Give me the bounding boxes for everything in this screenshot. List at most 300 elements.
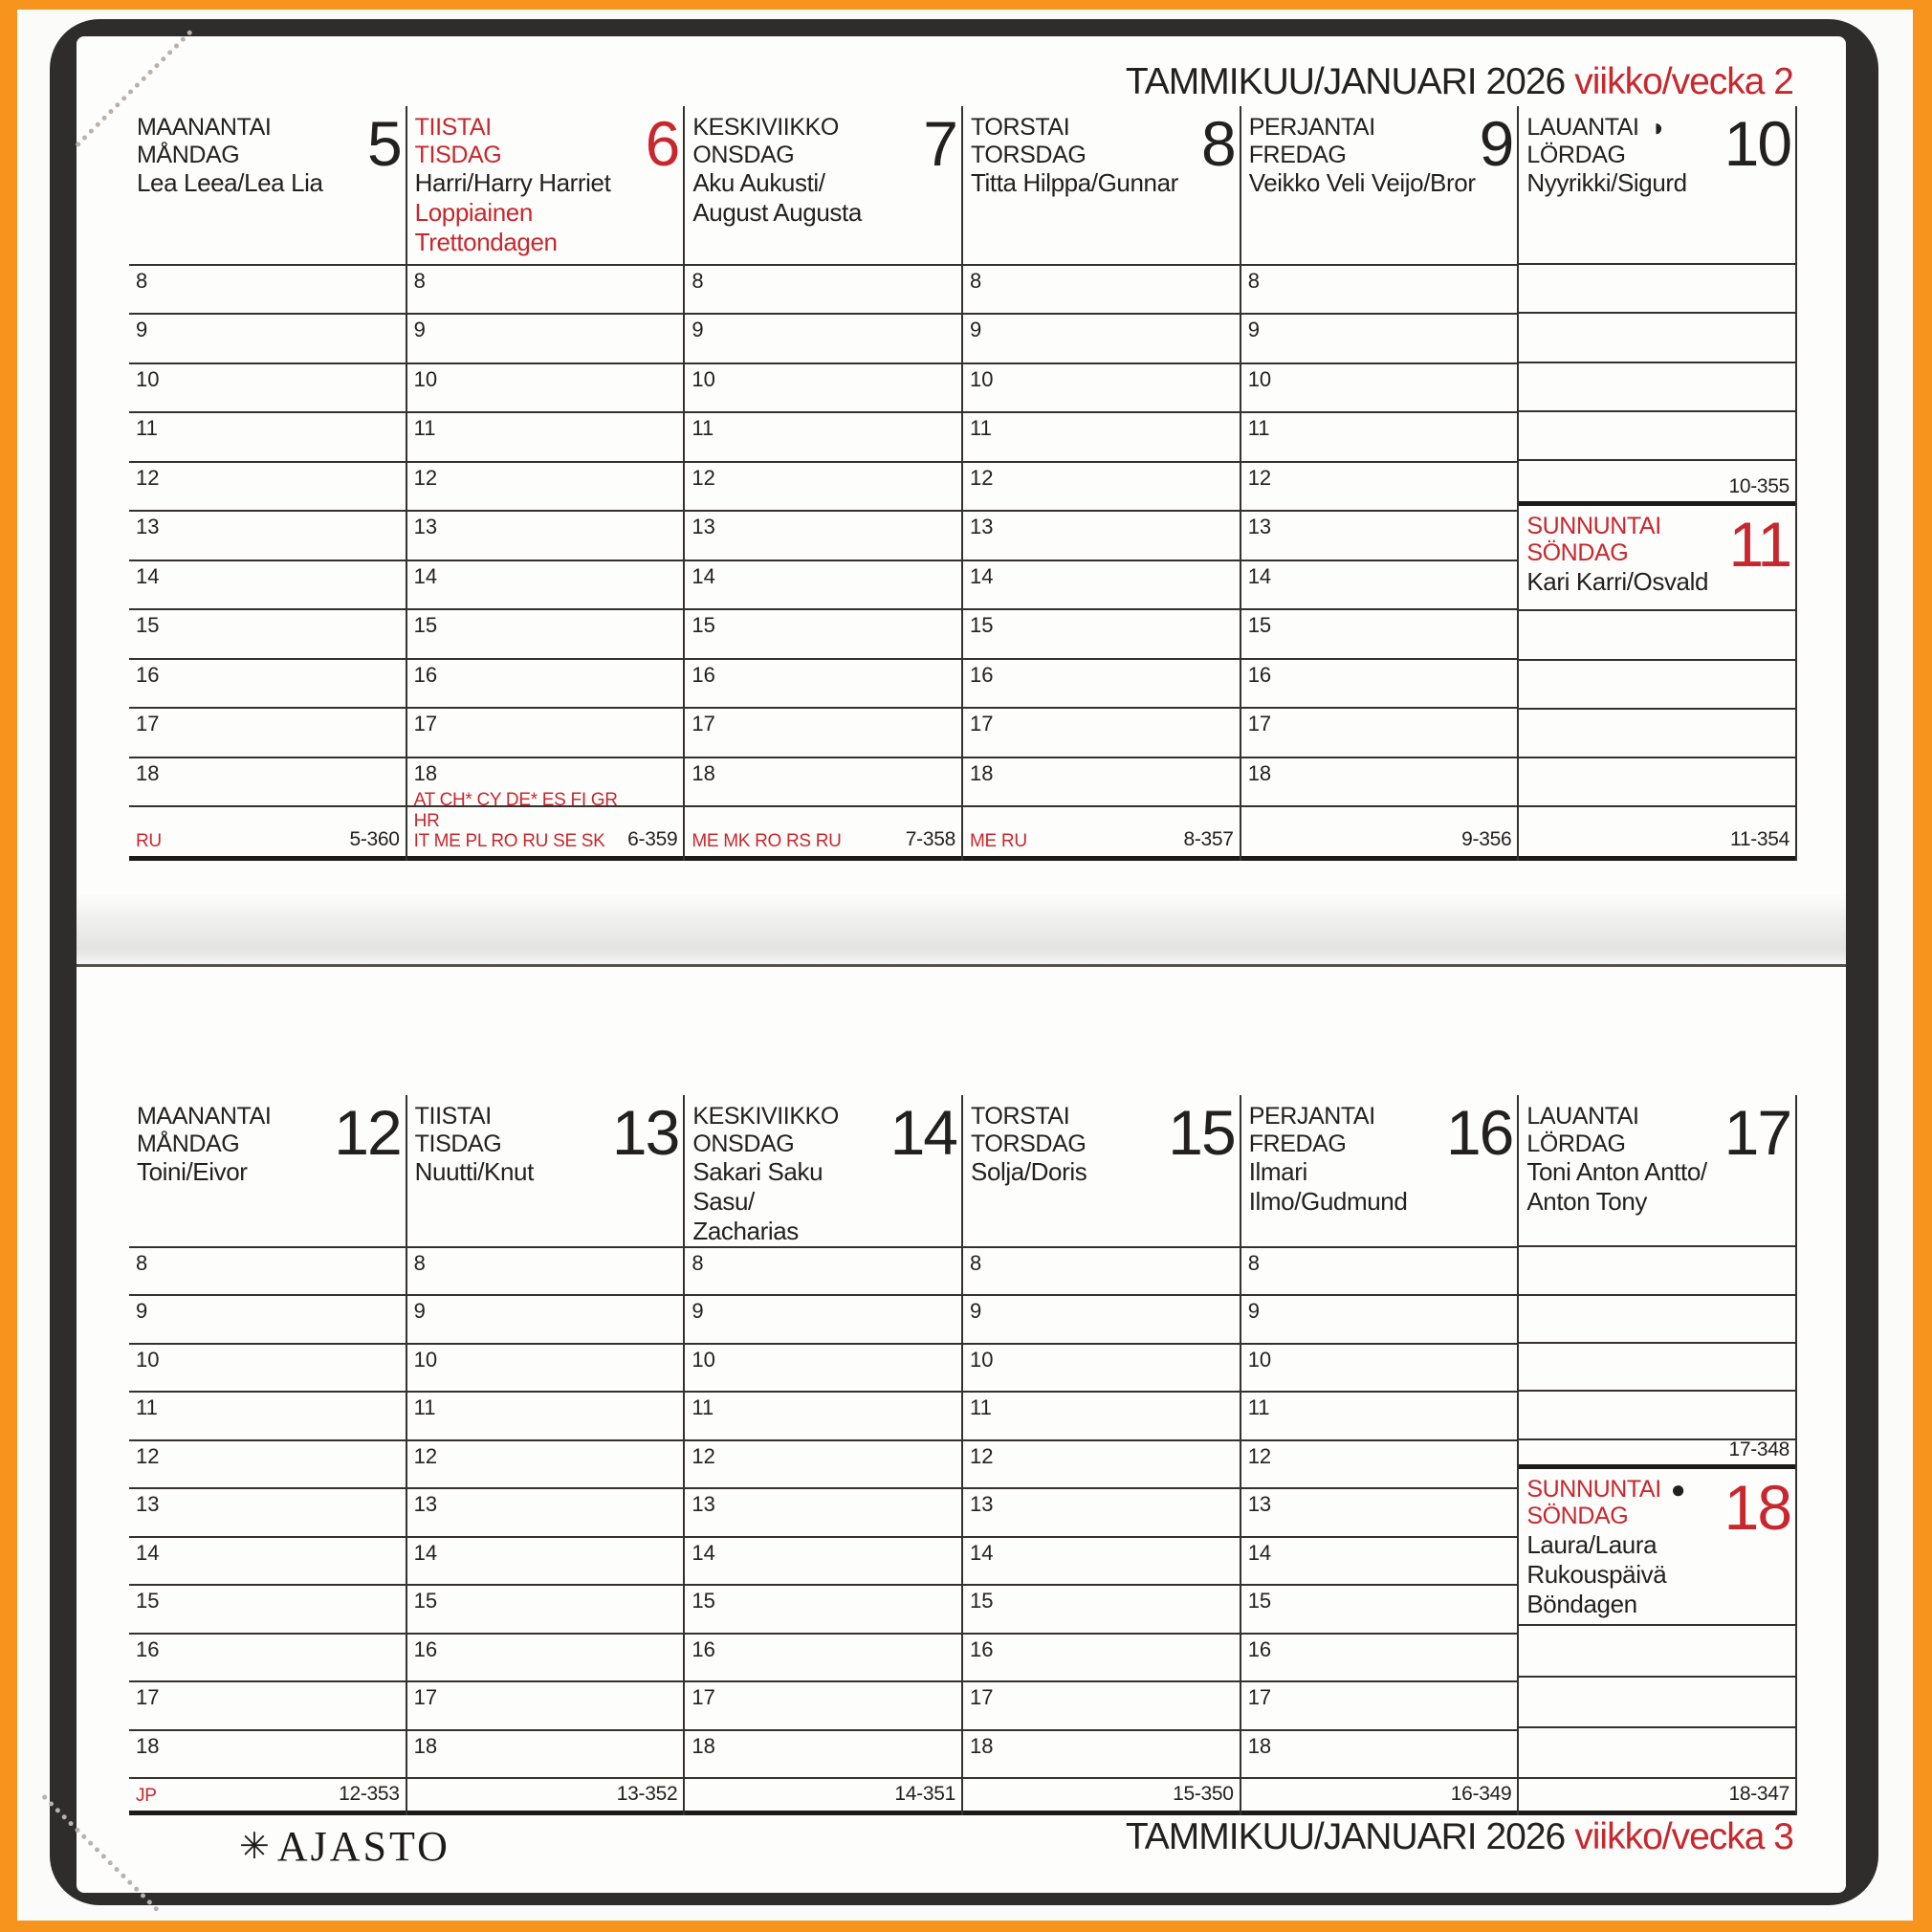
day-name-line xyxy=(1526,114,1723,142)
hour-row xyxy=(685,1489,961,1537)
hour-label: 10 xyxy=(413,1347,438,1372)
hour-label: 9 xyxy=(970,1299,982,1324)
hour-label: 11 xyxy=(1247,1395,1270,1420)
hour-label: 17 xyxy=(970,1685,994,1710)
hour-label: 12 xyxy=(970,465,994,490)
hour-row xyxy=(685,1393,961,1440)
hour-label: 10 xyxy=(413,366,438,391)
day-column-saturday xyxy=(1519,106,1797,861)
day-header-text xyxy=(415,114,646,264)
day-name-fi: TORSTAI xyxy=(971,1103,1070,1130)
hour-row xyxy=(963,1345,1240,1393)
hour-label: 17 xyxy=(413,1685,438,1710)
nameday-text: Böndagen xyxy=(1526,1590,1637,1619)
hour-label: 13 xyxy=(1247,1492,1272,1517)
hour-label: 14 xyxy=(413,563,438,588)
hour-label: 14 xyxy=(692,563,715,588)
hour-label: 17 xyxy=(1247,712,1272,736)
hour-label: 9 xyxy=(136,318,148,342)
hour-row xyxy=(963,266,1240,315)
hour-row xyxy=(129,1489,406,1537)
hour-label: 14 xyxy=(970,563,994,588)
day-header-text xyxy=(1249,114,1480,264)
hour-row xyxy=(129,610,406,659)
hour-row xyxy=(1241,364,1518,413)
hour-row xyxy=(963,660,1240,709)
hour-label: 11 xyxy=(970,1395,992,1420)
hour-row xyxy=(685,463,961,512)
day-of-year-code: 15-350 xyxy=(1173,1783,1234,1806)
day-column-monday xyxy=(129,106,407,861)
hour-row xyxy=(685,1296,961,1344)
day-name-line xyxy=(137,1103,334,1131)
hour-label: 10 xyxy=(970,1347,994,1372)
day-header xyxy=(963,106,1240,266)
new-moon-icon: ● xyxy=(1670,1475,1686,1504)
hour-label: 15 xyxy=(970,613,994,638)
hour-row xyxy=(1241,413,1518,462)
hour-row xyxy=(963,1441,1240,1489)
day-header xyxy=(1241,106,1518,266)
day-of-year-code: 6-359 xyxy=(627,828,678,851)
day-name-fi: SUNNUNTAI xyxy=(1526,512,1661,539)
hour-label: 17 xyxy=(136,712,160,736)
day-footer xyxy=(407,790,684,861)
day-name-sv: ONSDAG xyxy=(692,141,795,168)
day-header xyxy=(963,1095,1240,1248)
hour-label: 11 xyxy=(136,1395,158,1420)
hour-row xyxy=(685,1441,961,1489)
hour-label: 8 xyxy=(1247,268,1260,293)
hour-row xyxy=(963,1586,1240,1634)
hour-row xyxy=(129,1441,406,1489)
day-header xyxy=(129,1095,406,1248)
hour-label: 13 xyxy=(413,1492,438,1517)
day-footer xyxy=(685,807,961,861)
hour-row xyxy=(129,1731,406,1779)
nameday-text: Rukouspäivä xyxy=(1526,1559,1667,1589)
hour-row xyxy=(129,709,406,757)
day-name-sv: TISDAG xyxy=(414,1130,502,1157)
hour-label: 10 xyxy=(1247,366,1272,391)
hour-label: 18 xyxy=(413,1733,438,1758)
hour-label: 11 xyxy=(136,416,158,441)
hour-label: 15 xyxy=(1247,1589,1272,1614)
hour-label: 8 xyxy=(136,268,148,293)
day-number: 17 xyxy=(1723,1097,1791,1168)
day-number: 8 xyxy=(1200,108,1235,179)
hour-row xyxy=(129,1538,406,1586)
hour-row xyxy=(407,413,684,462)
hour-label: 15 xyxy=(1247,613,1272,638)
day-header-text xyxy=(692,1103,889,1246)
day-name-fi: TIISTAI xyxy=(414,114,492,141)
sunday-block xyxy=(1519,1469,1795,1626)
nameday-text: Toni Anton Antto/ xyxy=(1526,1157,1707,1186)
hour-row xyxy=(129,1345,406,1393)
hour-label: 8 xyxy=(413,1250,426,1275)
hour-row xyxy=(129,266,406,315)
nameday-text: Lea Leea/Lea Lia xyxy=(137,168,323,197)
hour-label: 13 xyxy=(136,1492,160,1517)
holiday-country-codes xyxy=(970,831,1027,851)
hour-row xyxy=(407,463,684,512)
hour-row xyxy=(685,512,961,560)
day-column-thursday xyxy=(963,106,1241,861)
day-header-text xyxy=(137,114,367,264)
day-column-tuesday xyxy=(407,1095,686,1815)
hour-label: 17 xyxy=(970,712,994,736)
blank-row xyxy=(1519,1728,1795,1779)
hour-label: 11 xyxy=(970,416,992,441)
hour-label: 14 xyxy=(413,1540,438,1565)
hour-label: 9 xyxy=(970,318,982,342)
hour-row xyxy=(129,1393,406,1440)
hour-label: 13 xyxy=(1247,515,1272,539)
nameday-text: Nyyrikki/Sigurd xyxy=(1526,168,1687,197)
day-name-line xyxy=(1249,1103,1446,1131)
hour-label: 11 xyxy=(692,416,714,441)
day-name-sv: FREDAG xyxy=(1248,141,1347,168)
saturday-label-row xyxy=(1519,1440,1795,1469)
hour-row xyxy=(685,1682,961,1730)
hour-label: 10 xyxy=(970,366,994,391)
hour-row xyxy=(963,610,1240,659)
hour-label: 8 xyxy=(692,1251,704,1275)
hour-row xyxy=(1241,1586,1518,1634)
day-of-year-code: 8-357 xyxy=(1183,828,1234,851)
hour-label: 14 xyxy=(692,1540,715,1565)
nameday-text: Ilmari Ilmo/Gudmund xyxy=(1248,1157,1408,1217)
hour-label: 12 xyxy=(136,1443,160,1468)
day-name-line xyxy=(971,114,1201,142)
hour-label: 16 xyxy=(1247,662,1272,687)
day-name-line xyxy=(137,114,367,142)
last-quarter-moon-icon: ◑ xyxy=(1648,113,1664,143)
holiday-code-line: ME MK RO RS RU xyxy=(692,830,842,851)
hour-label: 17 xyxy=(692,712,715,736)
day-name-sv: LÖRDAG xyxy=(1526,1130,1626,1157)
day-of-year-code: 13-352 xyxy=(616,1783,678,1806)
hour-row xyxy=(407,1586,684,1634)
hour-label: 16 xyxy=(692,662,715,687)
hour-row xyxy=(129,463,406,512)
day-number: 10 xyxy=(1723,108,1791,179)
nameday-text: August Augusta xyxy=(692,198,862,228)
hour-row xyxy=(685,1538,961,1586)
hour-row xyxy=(685,660,961,709)
hour-row xyxy=(685,709,961,757)
hour-row xyxy=(129,1682,406,1730)
day-header xyxy=(129,106,406,266)
holiday-code-line: AT CH* CY DE* ES FI GR HR xyxy=(413,790,618,831)
day-header-text xyxy=(137,1103,334,1246)
hour-row xyxy=(407,610,684,659)
day-header xyxy=(1519,1095,1795,1247)
day-name-sv: FREDAG xyxy=(1248,1130,1347,1157)
sunday-block xyxy=(1519,506,1795,611)
hour-label: 16 xyxy=(692,1636,715,1661)
holiday-text: Trettondagen xyxy=(414,228,558,257)
holiday-code-line: IT ME PL RO RU SE SK xyxy=(413,830,605,851)
hour-row xyxy=(685,561,961,610)
hour-row xyxy=(685,1635,961,1682)
hour-label: 16 xyxy=(970,662,994,687)
hour-row xyxy=(1241,266,1518,315)
nameday-text: Kari Karri/Osvald xyxy=(1526,566,1709,596)
day-footer xyxy=(1519,1779,1795,1815)
week2-grid xyxy=(129,106,1797,861)
blank-row xyxy=(1519,611,1795,660)
hour-row xyxy=(963,1682,1240,1730)
day-name-sv: TISDAG xyxy=(414,141,502,168)
hour-row xyxy=(963,315,1240,363)
hour-row xyxy=(685,364,961,413)
blank-row xyxy=(1519,1247,1795,1295)
hour-row xyxy=(407,1489,684,1537)
hour-label: 9 xyxy=(413,1299,426,1324)
day-name-fi: MAANANTAI xyxy=(137,1103,272,1130)
hour-row xyxy=(407,1635,684,1682)
hour-row xyxy=(129,1296,406,1344)
hour-row xyxy=(963,413,1240,462)
day-number: 6 xyxy=(645,108,679,179)
day-header-text xyxy=(971,114,1201,264)
nameday-text: Zacharias xyxy=(692,1217,799,1246)
hour-row xyxy=(1241,1682,1518,1730)
day-number: 12 xyxy=(334,1097,401,1168)
hour-row xyxy=(963,1393,1240,1440)
hour-row xyxy=(1241,1345,1518,1393)
day-column-tuesday xyxy=(407,106,686,861)
hour-label: 15 xyxy=(413,613,438,638)
hour-label: 18 xyxy=(1247,760,1272,785)
day-name-line xyxy=(1526,1103,1723,1131)
day-column-wednesday xyxy=(685,106,963,861)
hour-row xyxy=(407,709,684,757)
hour-row xyxy=(407,660,684,709)
hour-row xyxy=(1241,512,1518,560)
hour-label: 16 xyxy=(136,662,160,687)
blank-row xyxy=(1519,412,1795,461)
day-header-text xyxy=(971,1103,1168,1246)
hour-row xyxy=(129,1586,406,1634)
hour-row xyxy=(407,1393,684,1440)
hour-label: 16 xyxy=(413,1636,438,1661)
hour-row xyxy=(407,561,684,610)
day-footer xyxy=(129,1779,406,1815)
day-footer xyxy=(1241,807,1518,861)
nameday-text: Sakari Saku Sasu/ xyxy=(692,1157,823,1217)
day-footer xyxy=(963,807,1240,861)
hour-row xyxy=(1241,1393,1518,1440)
nameday-text: Solja/Doris xyxy=(971,1157,1087,1186)
hour-label: 17 xyxy=(1247,1685,1272,1710)
day-of-year-code: 14-351 xyxy=(894,1783,956,1805)
day-number: 7 xyxy=(923,108,957,179)
hour-label: 9 xyxy=(1247,1299,1260,1324)
hour-row xyxy=(129,1635,406,1682)
hour-label: 16 xyxy=(413,662,438,687)
day-of-year-code: 10-355 xyxy=(1728,474,1790,497)
hour-row xyxy=(407,266,684,315)
day-number: 5 xyxy=(366,108,401,179)
day-footer xyxy=(1519,807,1795,861)
hour-row xyxy=(1241,1538,1518,1586)
day-number: 13 xyxy=(611,1097,679,1168)
hour-row xyxy=(407,364,684,413)
day-name-sv: ONSDAG xyxy=(692,1130,795,1157)
day-header xyxy=(1519,106,1795,265)
hour-label: 9 xyxy=(136,1299,148,1324)
page2-week-number: viikko/vecka 3 xyxy=(1574,1816,1793,1857)
sunday-header-text xyxy=(1526,513,1728,609)
hour-label: 14 xyxy=(970,1540,994,1565)
hour-label: 12 xyxy=(413,465,438,490)
hour-row xyxy=(1241,1441,1518,1489)
hour-label: 12 xyxy=(413,1443,438,1468)
hour-label: 13 xyxy=(413,515,438,539)
hour-row xyxy=(685,266,961,315)
day-footer xyxy=(963,1779,1240,1815)
day-name-sv: TORSDAG xyxy=(971,141,1087,168)
holiday-code-line: ME RU xyxy=(970,830,1027,851)
saturday-label-row xyxy=(1519,461,1795,506)
blank-row xyxy=(1519,661,1795,710)
hour-label: 12 xyxy=(1247,1443,1272,1468)
day-of-year-code: 11-354 xyxy=(1730,828,1790,851)
hour-row xyxy=(685,1731,961,1779)
holiday-code-line: JP xyxy=(136,1785,157,1806)
hour-row xyxy=(407,1441,684,1489)
hour-label: 12 xyxy=(970,1443,994,1468)
nameday-text: Laura/Laura xyxy=(1526,1529,1658,1559)
hour-row xyxy=(963,709,1240,757)
hour-row xyxy=(407,1296,684,1344)
hour-row xyxy=(1241,610,1518,659)
nameday-text: Toini/Eivor xyxy=(137,1157,248,1186)
hour-row xyxy=(129,561,406,610)
hour-label: 16 xyxy=(136,1636,160,1661)
day-of-year-code: 7-358 xyxy=(905,828,956,851)
hour-row xyxy=(1241,1489,1518,1537)
nameday-text: Harri/Harry Harriet xyxy=(414,168,611,197)
day-header-text xyxy=(415,1103,612,1246)
hour-row xyxy=(963,512,1240,560)
hour-label: 13 xyxy=(136,515,160,539)
blank-row xyxy=(1519,265,1795,314)
day-name-line xyxy=(415,1103,612,1131)
day-header xyxy=(685,106,961,266)
hour-label: 12 xyxy=(136,465,160,490)
ajasto-sunburst-icon: ✳ xyxy=(239,1826,270,1867)
hour-label: 11 xyxy=(692,1395,714,1420)
hour-row xyxy=(129,512,406,560)
hour-label: 15 xyxy=(970,1589,994,1614)
day-column-thursday xyxy=(963,1095,1241,1815)
day-header-text xyxy=(1526,1103,1723,1245)
hour-row xyxy=(963,463,1240,512)
holiday-country-codes xyxy=(692,831,841,851)
day-column-monday xyxy=(129,1095,407,1815)
blank-row xyxy=(1519,758,1795,807)
hour-label: 9 xyxy=(692,1299,704,1324)
hour-row xyxy=(685,315,961,363)
hour-label: 18 xyxy=(136,1733,160,1758)
hour-row xyxy=(685,758,961,807)
hour-label: 10 xyxy=(136,366,160,391)
day-name-line xyxy=(692,1103,889,1131)
day-name-fi: SUNNUNTAI xyxy=(1526,1475,1661,1503)
hour-label: 13 xyxy=(692,1492,715,1517)
nameday-text: Veikko Veli Veijo/Bror xyxy=(1248,168,1476,197)
hour-row xyxy=(1241,709,1518,757)
hour-row xyxy=(129,1248,406,1296)
day-name-line xyxy=(692,114,923,142)
day-name-fi: TORSTAI xyxy=(971,114,1070,141)
hour-label: 18 xyxy=(413,760,438,785)
hour-row xyxy=(1241,758,1518,807)
hour-row xyxy=(1241,660,1518,709)
blank-row xyxy=(1519,1626,1795,1677)
day-name-sv: MÅNDAG xyxy=(137,141,240,168)
hour-label: 13 xyxy=(970,515,994,539)
hour-row xyxy=(685,1345,961,1393)
day-of-year-code: 17-348 xyxy=(1728,1438,1790,1460)
hour-label: 8 xyxy=(136,1250,148,1275)
day-header xyxy=(407,106,684,266)
day-footer xyxy=(407,1779,684,1815)
hour-row xyxy=(1241,1635,1518,1682)
hour-row xyxy=(407,1538,684,1586)
holiday-country-codes xyxy=(136,1786,157,1806)
sunday-number: 18 xyxy=(1723,1471,1791,1543)
day-number: 15 xyxy=(1168,1097,1235,1168)
day-of-year-code: 5-360 xyxy=(349,828,400,851)
hour-label: 18 xyxy=(1247,1733,1272,1758)
brand-logo xyxy=(239,1822,450,1871)
hour-label: 15 xyxy=(136,1589,160,1614)
hour-row xyxy=(1241,315,1518,363)
hour-label: 14 xyxy=(1247,563,1272,588)
day-column-friday xyxy=(1241,1095,1520,1815)
hour-label: 16 xyxy=(970,1636,994,1661)
hour-row xyxy=(407,1345,684,1393)
hour-label: 9 xyxy=(1247,318,1260,342)
hour-label: 8 xyxy=(970,268,982,293)
hour-label: 14 xyxy=(136,1540,160,1565)
week3-grid xyxy=(129,1095,1797,1815)
blank-row xyxy=(1519,1678,1795,1728)
hour-row xyxy=(129,364,406,413)
day-number: 16 xyxy=(1445,1097,1513,1168)
day-name-line xyxy=(971,1103,1168,1131)
hour-label: 12 xyxy=(1247,465,1272,490)
hour-label: 8 xyxy=(413,268,426,293)
day-name-fi: LAUANTAI xyxy=(1526,114,1639,141)
hour-label: 18 xyxy=(136,760,160,785)
hour-label: 11 xyxy=(1247,416,1270,441)
day-name-sv: TORSDAG xyxy=(971,1130,1087,1157)
hour-row xyxy=(129,758,406,807)
hour-row xyxy=(963,1635,1240,1682)
day-of-year-code: 16-349 xyxy=(1450,1783,1512,1806)
day-name-fi: PERJANTAI xyxy=(1248,1103,1375,1130)
hour-label: 17 xyxy=(136,1685,160,1710)
day-of-year-code: 12-353 xyxy=(339,1783,400,1806)
day-name-fi: KESKIVIIKKO xyxy=(692,114,839,141)
hour-row xyxy=(685,413,961,462)
